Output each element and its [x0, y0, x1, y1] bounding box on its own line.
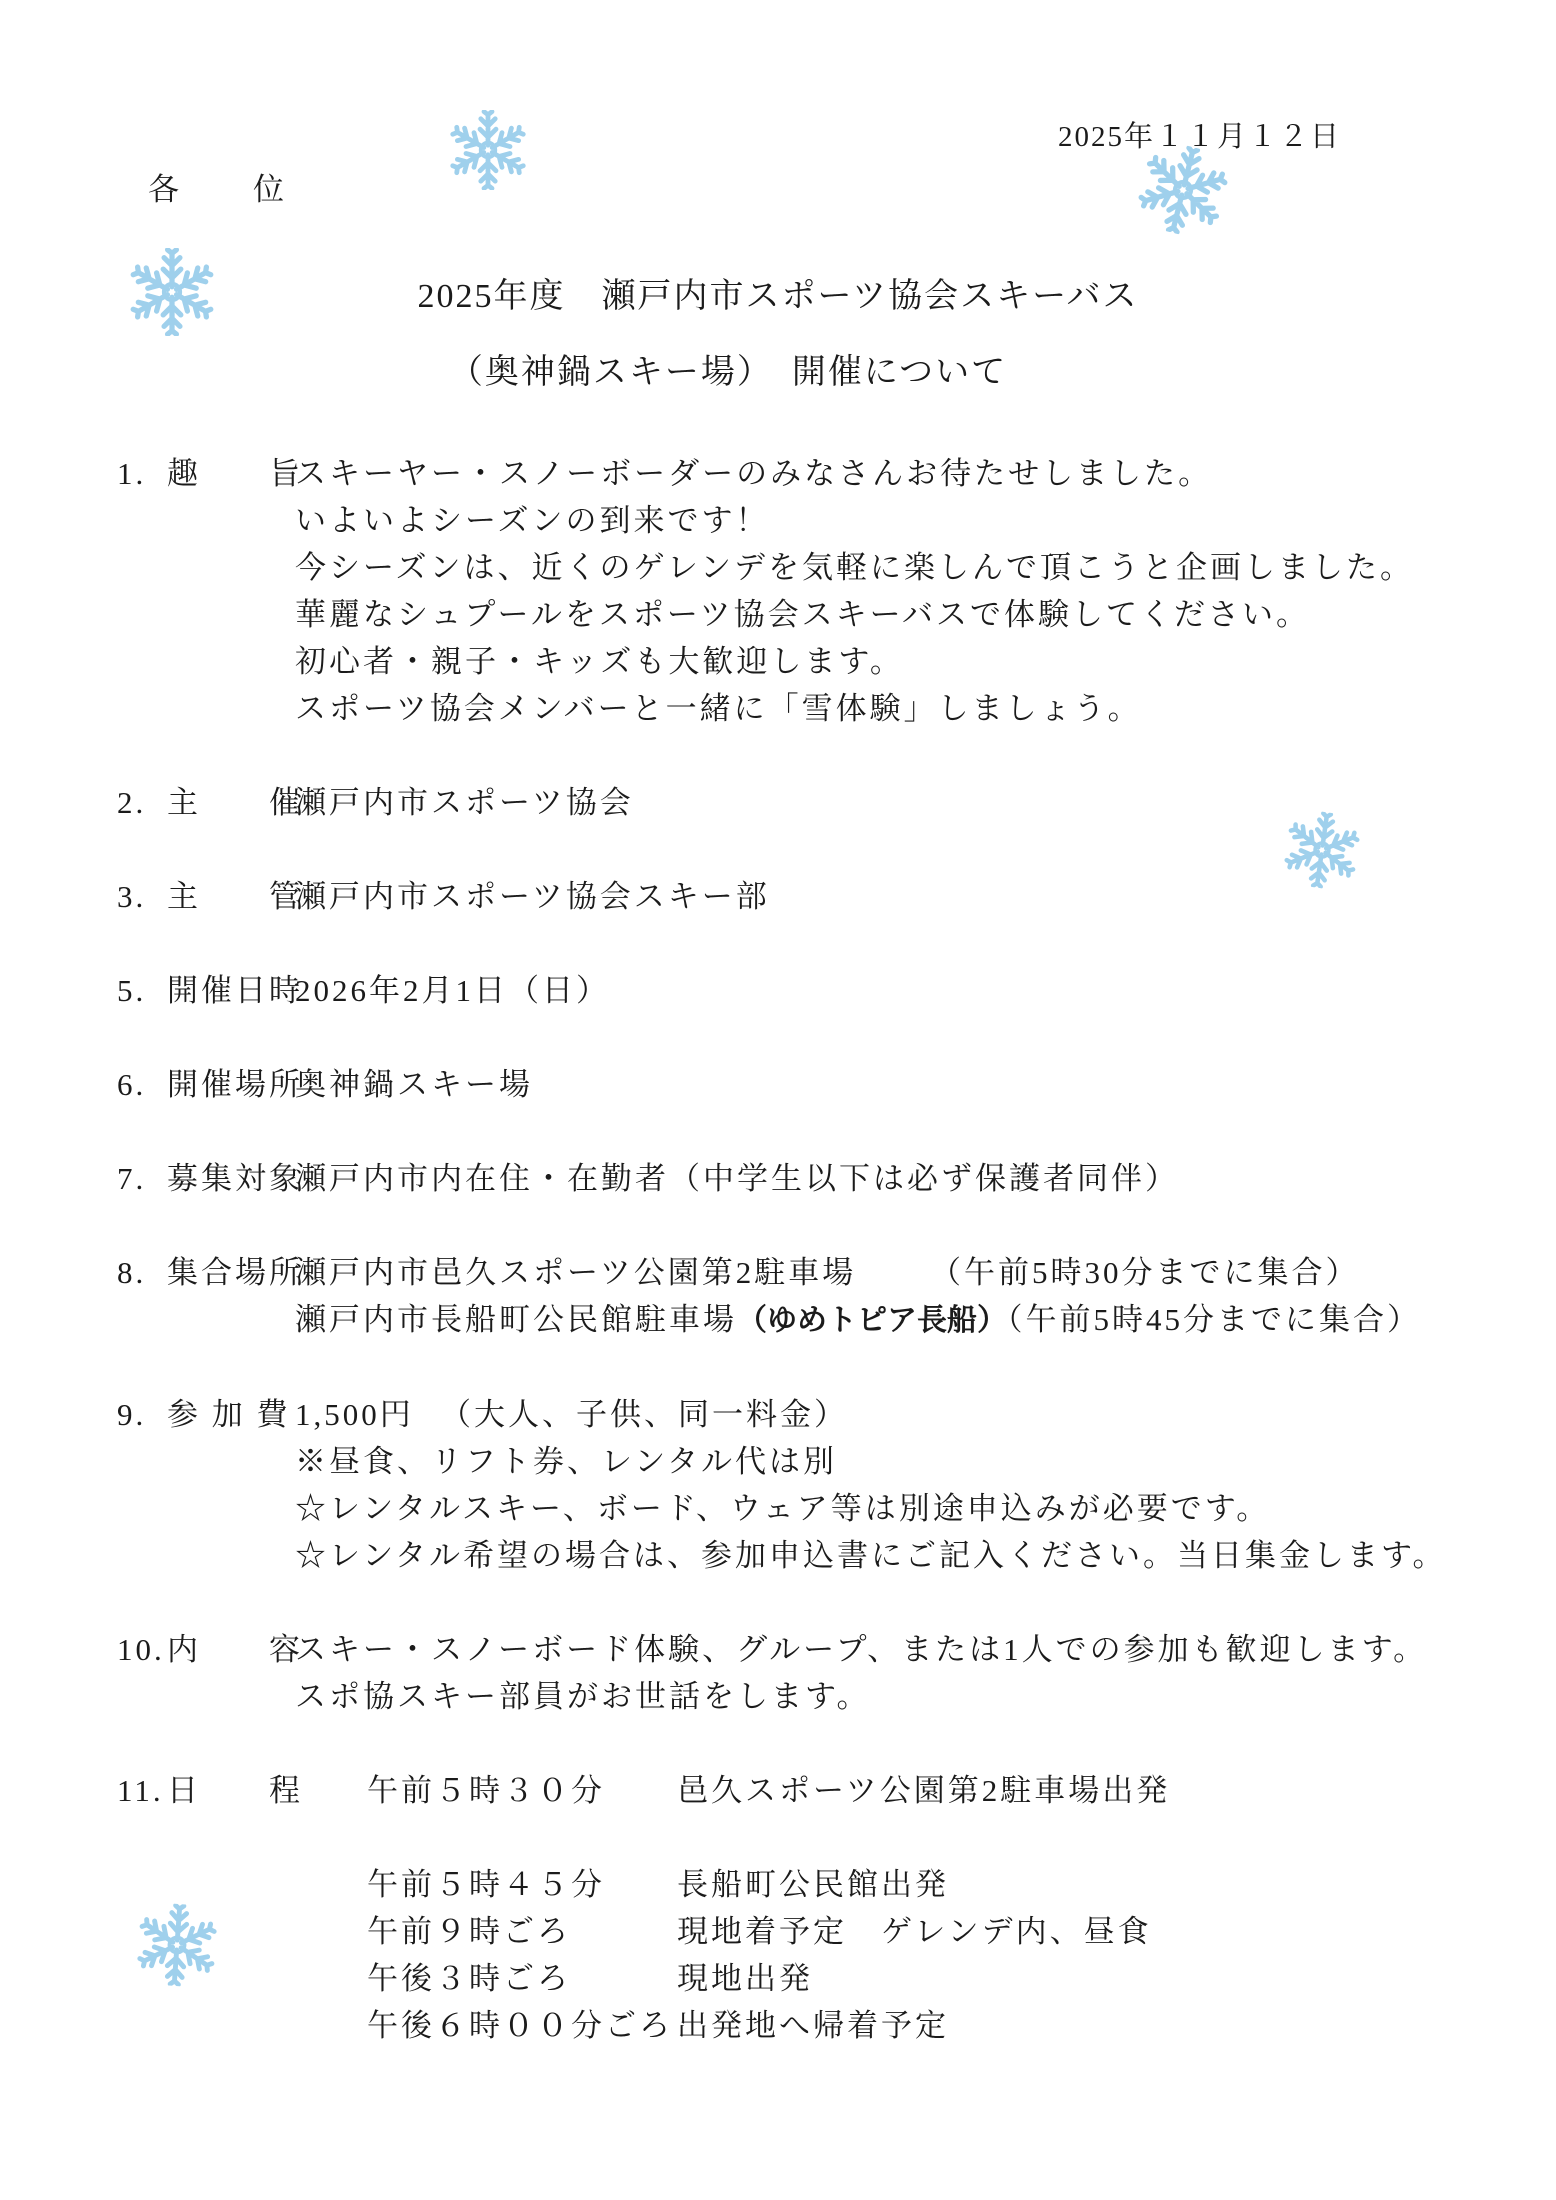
section-number: 9. [117, 1397, 147, 1432]
itinerary-time: 午前５時３０分 [367, 1773, 605, 1808]
section-number: 6. [117, 1067, 147, 1102]
itinerary-row [367, 1861, 1477, 1908]
recipient-label: 各 位 [148, 172, 288, 207]
section-management [117, 873, 1477, 920]
section-aim [117, 450, 1477, 732]
section-label: 主 催 [167, 785, 303, 820]
meeting-time-note: （午前5時45分までに集合） [1007, 1302, 1421, 1337]
section-line: スポーツ協会メンバーと一緒に「雪体験」しましょう。 [295, 691, 1142, 726]
meeting-place: 瀬戸内市長船町公民館駐車場 [295, 1302, 737, 1337]
section-number: 5. [117, 973, 147, 1008]
section-number: 8. [117, 1255, 147, 1290]
meeting-line [295, 1249, 1477, 1296]
itinerary-place: 邑久スポーツ公園第2駐車場出発 [677, 1773, 1171, 1808]
section-label: 集合場所 [167, 1255, 303, 1290]
snowflake-icon [448, 110, 528, 190]
section-number: 10. [117, 1632, 165, 1667]
document-date: 2025年１１月１２日 [1058, 121, 1342, 153]
section-organizer [117, 779, 1477, 826]
section-line: 今シーズンは、近くのゲレンデを気軽に楽しんで頂こうと企画しました。 [295, 550, 1415, 585]
section-label: 開催場所 [167, 1067, 303, 1102]
section-number: 7. [117, 1161, 147, 1196]
section-label: 募集対象 [167, 1161, 303, 1196]
fee-detail-line: ☆レンタル希望の場合は、参加申込書にご記入ください。当日集金します。 [295, 1538, 1447, 1573]
section-line: 瀬戸内市スポーツ協会 [295, 785, 634, 820]
meeting-place-alias: （ゆめトピア長船） [737, 1304, 1007, 1337]
section-label: 内 容 [167, 1632, 303, 1667]
section-line: 華麗なシュプールをスポーツ協会スキーバスで体験してください。 [295, 597, 1311, 632]
fee-detail-line: ☆レンタルスキー、ボード、ウェア等は別途申込みが必要です。 [295, 1491, 1271, 1526]
itinerary-place: 出発地へ帰着予定 [677, 2008, 949, 2043]
itinerary-time: 午後６時００分ごろ [367, 2008, 673, 2043]
section-line: スポ協スキー部員がお世話をします。 [295, 1679, 871, 1714]
meeting-line [295, 1296, 1477, 1344]
document-title-line2: （奥神鍋スキー場） 開催について [448, 354, 1008, 391]
section-line: スキーヤー・スノーボーダーのみなさんお待たせしました。 [295, 456, 1213, 491]
section-body [295, 967, 1477, 1014]
itinerary-time: 午前９時ごろ [367, 1914, 571, 1949]
section-venue [117, 1061, 1477, 1108]
section-body [295, 779, 1477, 826]
fee-amount: 1,500円 [295, 1397, 414, 1432]
section-contents [117, 1626, 1477, 1720]
section-number: 2. [117, 785, 147, 820]
section-body [295, 1391, 1477, 1579]
section-body [295, 1155, 1477, 1202]
itinerary-place: 現地出発 [677, 1961, 813, 1996]
section-line: 2026年2月1日（日） [295, 973, 610, 1008]
itinerary-time: 午前５時４５分 [367, 1867, 605, 1902]
section-line: スキー・スノーボード体験、グループ、または1人での参加も歓迎します。 [295, 1632, 1428, 1667]
itinerary-place: 長船町公民館出発 [677, 1867, 949, 1902]
sections-list [117, 450, 1477, 2096]
section-label: 主 管 [167, 879, 303, 914]
meeting-time-note: （午前5時30分までに集合） [930, 1255, 1360, 1290]
section-number: 3. [117, 879, 147, 914]
section-label: 日 程 [167, 1773, 303, 1808]
section-body [295, 1249, 1477, 1344]
section-eligibility [117, 1155, 1477, 1202]
section-line: 瀬戸内市スポーツ協会スキー部 [295, 879, 770, 914]
section-line: 奥神鍋スキー場 [295, 1067, 533, 1102]
fee-detail-line: ※昼食、リフト券、レンタル代は別 [295, 1444, 837, 1479]
section-meeting-place [117, 1249, 1477, 1344]
fee-note: （大人、子供、同一料金） [440, 1397, 848, 1432]
itinerary-row [367, 1908, 1477, 1955]
section-date-time [117, 967, 1477, 1014]
section-body [295, 450, 1477, 732]
section-line: 初心者・親子・キッズも大歓迎します。 [295, 644, 904, 679]
section-body [295, 1061, 1477, 1108]
itinerary-row [367, 2002, 1477, 2049]
section-itinerary [117, 1767, 1477, 2049]
section-fee [117, 1391, 1477, 1579]
document-title-line1: 2025年度 瀬戸内市スポーツ協会スキーバス [417, 278, 1139, 315]
itinerary-row [367, 1767, 1477, 1814]
section-label: 開催日時 [167, 973, 303, 1008]
section-number: 1. [117, 456, 147, 491]
itinerary-place: 現地着予定 ゲレンデ内、昼食 [677, 1914, 1152, 1949]
itinerary-time: 午後３時ごろ [367, 1961, 571, 1996]
itinerary-body [295, 1767, 1477, 2049]
section-number: 11. [117, 1773, 164, 1808]
section-line: いよいよシーズンの到来です！ [295, 503, 770, 538]
itinerary-row [367, 1955, 1477, 2002]
section-line: 瀬戸内市内在住・在勤者（中学生以下は必ず保護者同伴） [295, 1161, 1179, 1196]
meeting-place: 瀬戸内市邑久スポーツ公園第2駐車場 [295, 1255, 857, 1290]
section-body [295, 1626, 1477, 1720]
section-body [295, 873, 1477, 920]
fee-line [295, 1391, 1477, 1438]
section-label: 参 加 費 [167, 1397, 291, 1432]
section-label: 趣 旨 [167, 456, 303, 491]
